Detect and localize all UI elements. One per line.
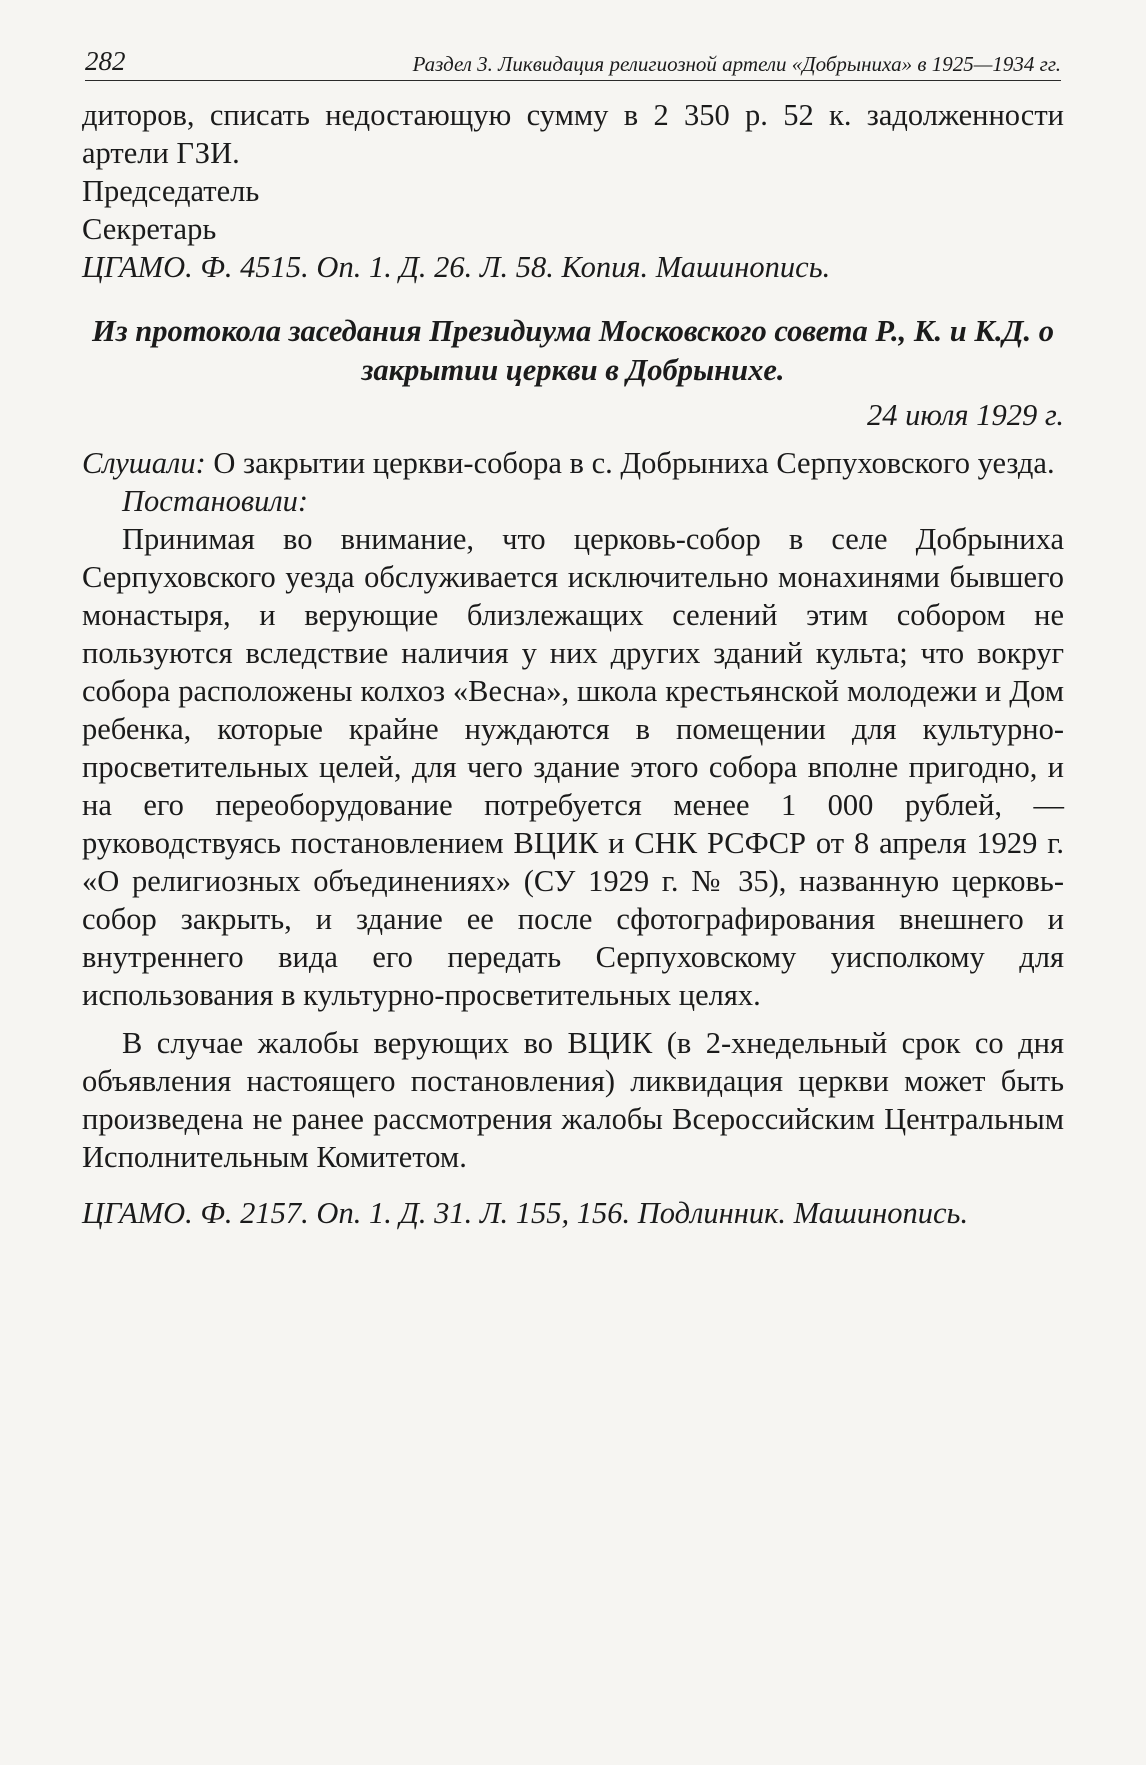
chairman-signature: Председатель bbox=[82, 174, 260, 208]
resolved-label-text: Постановили: bbox=[122, 484, 309, 518]
document-title: Из протокола заседания Президиума Московского совета Р., К. и К.Д. о закрытии церкви в Добрынихе. bbox=[92, 314, 1054, 387]
heard-text: О закрытии церкви-собора в с. Добрыниха Серпуховского уезда. bbox=[205, 446, 1055, 480]
heard-paragraph bbox=[82, 444, 1064, 482]
resolved-label bbox=[82, 482, 1064, 520]
running-header bbox=[85, 44, 1061, 81]
section-title: Раздел 3. Ликвидация религиозной артели «Добрыниха» в 1925—1934 гг. bbox=[412, 52, 1061, 76]
archive-reference: ЦГАМО. Ф. 4515. Оп. 1. Д. 26. Л. 58. Копия. Машинопись. bbox=[82, 250, 831, 284]
continued-paragraph: диторов, списать недостающую сумму в 2 350 р. 52 к. задолженности артели ГЗИ. bbox=[82, 98, 1064, 170]
secretary-signature: Секретарь bbox=[82, 212, 217, 246]
archive-reference-original: ЦГАМО. Ф. 2157. Оп. 1. Д. 31. Л. 155, 156. Подлинник. Машинопись. bbox=[82, 1196, 969, 1230]
document-date: 24 июля 1929 г. bbox=[867, 398, 1064, 432]
resolution-paragraph: Принимая во внимание, что церковь-собор в селе Добрыниха Серпуховского уезда обслуживается исключительно монахинями бывшего монастыря, и верующие близлежащих селений этим собором не пользуются вследствие наличия у них других зданий культа; что вокруг собора расположены колхоз «Весна», школа крестьянской молодежи и Дом ребенка, которые крайне нуждаются в помещении для культурно-просветительных целей, для чего здание этого собора вполне пригодно, и на его переоборудование потребуется менее 1 000 рублей, — руководствуясь постановлением ВЦИК и СНК РСФСР от 8 апреля 1929 г. «О религиозных объединениях» (СУ 1929 г. № 35), названную церковь-собор закрыть, и здание ее после сфотографирования внешнего и внутреннего вида его передать Серпуховскому уисполкому для использования в культурно-просветительных целях. bbox=[82, 522, 1064, 1012]
complaint-paragraph: В случае жалобы верующих во ВЦИК (в 2-хнедельный срок со дня объявления настоящего постановления) ликвидация церкви может быть произведена не ранее рассмотрения жалобы Всероссийским Центральным Исполнительным Комитетом. bbox=[82, 1026, 1064, 1174]
page-body bbox=[82, 96, 1064, 1232]
page-number: 282 bbox=[85, 46, 126, 76]
heard-label: Слушали: bbox=[82, 446, 206, 480]
